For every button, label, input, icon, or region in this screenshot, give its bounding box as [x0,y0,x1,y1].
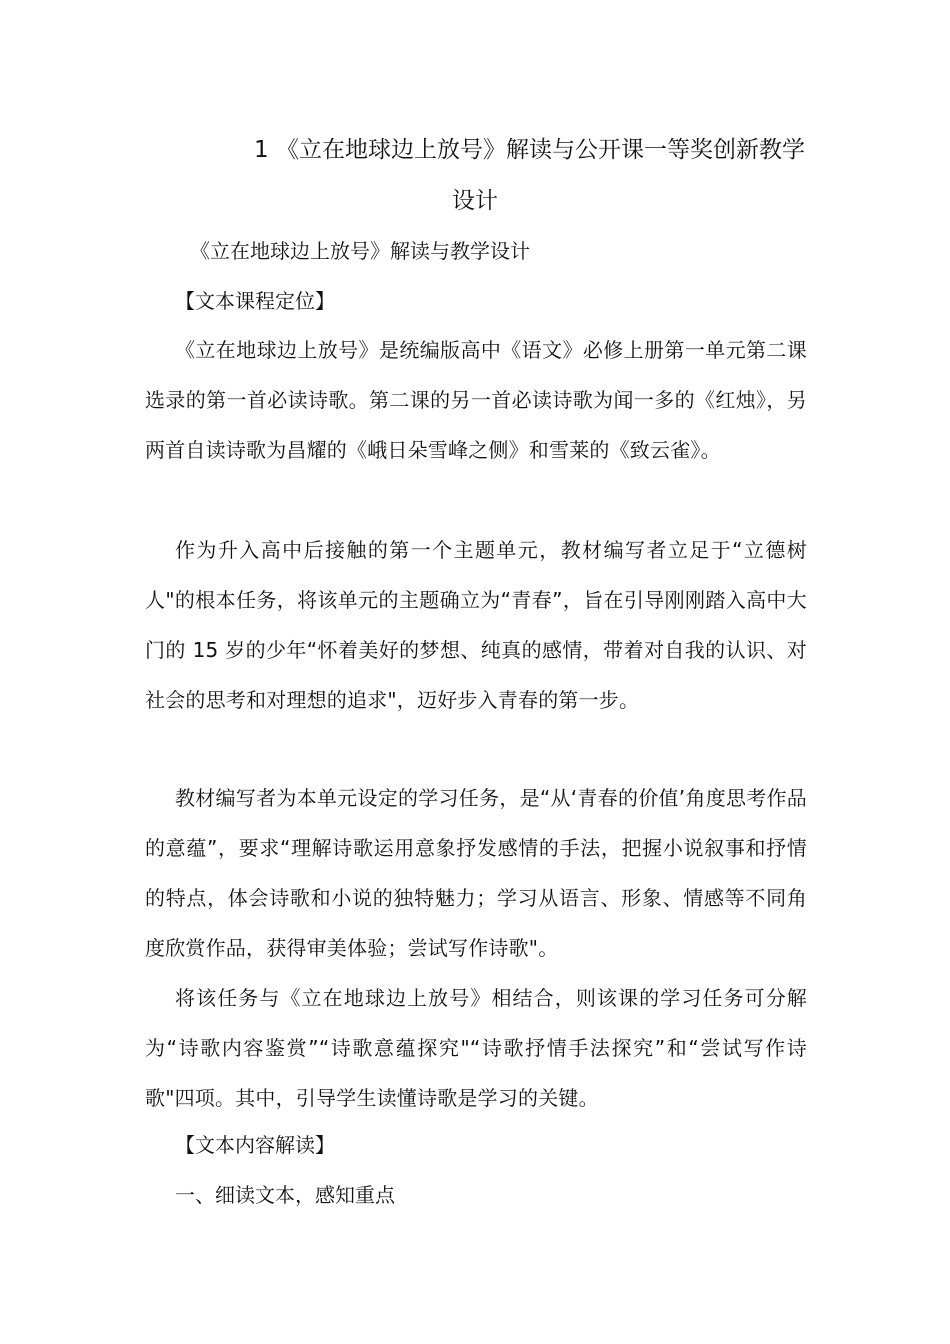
paragraph-4: 将该任务与《立在地球边上放号》相结合，则该课的学习任务可分解为“诗歌内容鉴赏”“诗歌意蕴探究"“诗歌抒情手法探究”和“尝试写作诗歌"四项。其中，引导学生读懂诗歌是学习的关键。 [145,986,807,1110]
document-title-line1: 1 《立在地球边上放号》解读与公开课一等奖创新教学 [254,137,805,163]
document-subtitle: 《立在地球边上放号》解读与教学设计 [190,239,530,263]
subsection-heading-close-reading: 一、细读文本，感知重点 [175,1183,395,1207]
paragraph-1: 《立在地球边上放号》是统编版高中《语文》必修上册第一单元第二课选录的第一首必读诗歌。第二课的另一首必读诗歌为闻一多的《红烛》，另两首自读诗歌为昌耀的《峨日朵雪峰之侧》和雪莱的《致云雀》。 [145,338,807,462]
paragraph-2: 作为升入高中后接触的第一个主题单元，教材编写者立足于“立德树人"的根本任务，将该单元的主题确立为“青春”，旨在引导刚刚踏入高中大门的 15 岁的少年“怀着美好的梦想、纯真的感情，带着对自我的认识、对社会的思考和对理想的追求"，迈好步入青春的第一步。 [145,538,807,712]
section-heading-content-reading: 【文本内容解读】 [175,1133,335,1157]
paragraph-3: 教材编写者为本单元设定的学习任务，是“从‘青春的价值’角度思考作品的意蕴”，要求“理解诗歌运用意象抒发感情的手法，把握小说叙事和抒情的特点，体会诗歌和小说的独特魅力；学习从语言、形象、情感等不同角度欣赏作品，获得审美体验；尝试写作诗歌"。 [145,786,807,960]
section-heading-course-positioning: 【文本课程定位】 [175,289,335,313]
document-title-line2: 设计 [452,188,498,214]
